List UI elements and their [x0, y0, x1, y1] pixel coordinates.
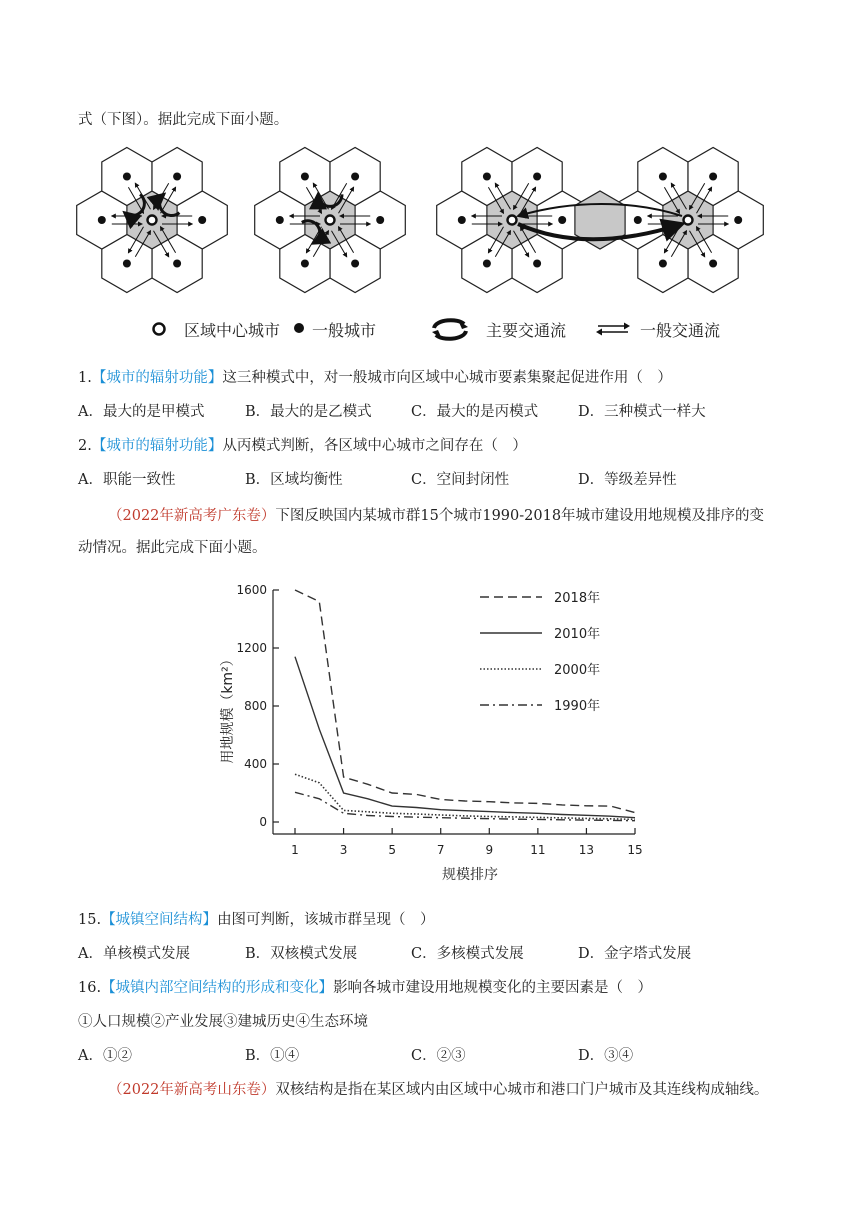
series-line-2000年: [295, 774, 635, 819]
question-16: [78, 978, 652, 998]
question-number: 16.: [78, 980, 102, 996]
center-city-marker: [508, 216, 517, 225]
general-city-marker: [659, 173, 667, 181]
option-c[interactable]: C．空间封闭性: [411, 472, 510, 488]
general-city-marker: [98, 216, 106, 224]
option-d[interactable]: D．③④: [578, 1048, 634, 1064]
general-flow-icon: [594, 320, 632, 338]
x-tick-label: 1: [291, 843, 299, 857]
city-mode-diagram: [72, 140, 772, 305]
general-city-marker: [123, 173, 131, 181]
y-axis-label: 用地规模（km²）: [220, 652, 236, 764]
option-d[interactable]: D．三种模式一样大: [578, 404, 706, 420]
legend-general-city: 一般城市: [312, 321, 377, 340]
x-axis-label: 规模排序: [442, 867, 498, 883]
general-city-marker: [276, 216, 284, 224]
topic-tag: 【城镇内部空间结构的形成和变化】: [101, 980, 334, 996]
option-b[interactable]: B．双核模式发展: [245, 946, 358, 962]
general-city-marker: [634, 216, 642, 224]
general-city-marker: [123, 260, 131, 268]
passage-2-line-1: [108, 506, 764, 526]
legend-label: 2010年: [554, 627, 601, 642]
question-text: 从丙模式判断，各区域中心城市之间存在（ ）: [222, 438, 527, 454]
topic-tag: 【城镇空间结构】: [101, 912, 218, 928]
general-city-icon: [292, 321, 306, 335]
center-city-marker: [148, 216, 157, 225]
center-city-icon: [150, 320, 168, 338]
general-city-marker: [351, 173, 359, 181]
diagram-legend: [150, 316, 770, 342]
option-c[interactable]: C．多核模式发展: [411, 946, 524, 962]
legend-main-flow: 主要交通流: [486, 321, 567, 340]
option-b[interactable]: B．区域均衡性: [245, 472, 343, 488]
general-city-marker: [173, 260, 181, 268]
legend-general-flow: 一般交通流: [640, 321, 721, 340]
general-city-marker: [734, 216, 742, 224]
legend-label: 1990年: [554, 699, 601, 714]
general-city-marker: [458, 216, 466, 224]
question-1: [78, 368, 672, 388]
topic-tag: 【城市的辐射功能】: [91, 370, 223, 386]
general-city-marker: [351, 260, 359, 268]
question-number: 2.: [78, 438, 92, 454]
option-a[interactable]: A．①②: [78, 1048, 132, 1064]
option-a[interactable]: A．单核模式发展: [78, 946, 190, 962]
legend-label: 2000年: [554, 663, 601, 678]
chart-axes: [236, 583, 642, 857]
x-tick-label: 15: [627, 843, 643, 857]
question-16-factors: ①人口规模②产业发展③建城历史④生态环境: [78, 1014, 368, 1030]
legend-label: 2018年: [554, 591, 601, 606]
x-tick-label: 9: [485, 843, 494, 857]
general-city-marker: [533, 260, 541, 268]
y-tick-label: 1200: [236, 641, 267, 655]
question-number: 1.: [78, 370, 92, 386]
option-c[interactable]: C．②③: [411, 1048, 466, 1064]
x-tick-label: 5: [388, 843, 396, 857]
question-text: 影响各城市建设用地规模变化的主要因素是（ ）: [333, 980, 653, 996]
legend-center-city: 区域中心城市: [184, 321, 281, 340]
hexagon-grid: [77, 148, 764, 293]
source-label: （2022年新高考广东卷）: [108, 508, 276, 524]
option-b[interactable]: B．最大的是乙模式: [245, 404, 372, 420]
center-city-marker: [326, 216, 335, 225]
x-tick-label: 3: [339, 843, 348, 857]
passage-text: 双核结构是指在某区域内由区域中心城市和港口门户城市及其连线构成轴线。: [275, 1082, 769, 1098]
general-city-marker: [173, 173, 181, 181]
option-d[interactable]: D．等级差异性: [578, 472, 677, 488]
general-city-marker: [709, 260, 717, 268]
general-city-marker: [301, 173, 309, 181]
general-city-marker: [483, 173, 491, 181]
option-c[interactable]: C．最大的是丙模式: [411, 404, 539, 420]
y-tick-label: 0: [259, 815, 267, 829]
source-label: （2022年新高考山东卷）: [108, 1082, 276, 1098]
passage-3-line-1: [108, 1080, 768, 1100]
general-city-marker: [533, 173, 541, 181]
x-tick-label: 13: [578, 843, 595, 857]
y-tick-label: 1600: [236, 583, 267, 597]
option-d[interactable]: D．金字塔式发展: [578, 946, 692, 962]
center-city-marker: [684, 216, 693, 225]
option-a[interactable]: A．最大的是甲模式: [78, 404, 205, 420]
general-city-marker: [659, 260, 667, 268]
passage-text: 下图反映国内某城市群15个城市1990-2018年城市建设用地规模及排序的变: [275, 508, 765, 524]
question-2: [78, 436, 527, 456]
y-tick-label: 400: [244, 757, 267, 771]
x-tick-label: 11: [530, 843, 546, 857]
general-city-marker: [558, 216, 566, 224]
option-b[interactable]: B．①④: [245, 1048, 300, 1064]
x-tick-label: 7: [436, 843, 445, 857]
intro-text: 式（下图）。据此完成下面小题。: [78, 112, 289, 128]
general-city-marker: [709, 173, 717, 181]
series-line-2010年: [295, 657, 635, 818]
series-line-1990年: [295, 792, 635, 820]
question-text: 由图可判断，该城市群呈现（ ）: [217, 912, 435, 928]
question-text: 这三种模式中，对一般城市向区域中心城市要素集聚起促进作用（ ）: [222, 370, 672, 386]
chart-legend: [480, 590, 600, 714]
question-15: [78, 910, 435, 930]
question-number: 15.: [78, 912, 102, 928]
general-city-marker: [301, 260, 309, 268]
general-city-marker: [483, 260, 491, 268]
passage-2-line-2: 动情况。据此完成下面小题。: [78, 540, 267, 556]
main-flow-icon: [428, 316, 472, 342]
general-city-marker: [198, 216, 206, 224]
land-use-chart: [200, 578, 660, 890]
y-tick-label: 800: [244, 699, 267, 713]
general-city-marker: [376, 216, 384, 224]
topic-tag: 【城市的辐射功能】: [91, 438, 223, 454]
option-a[interactable]: A．职能一致性: [78, 472, 176, 488]
